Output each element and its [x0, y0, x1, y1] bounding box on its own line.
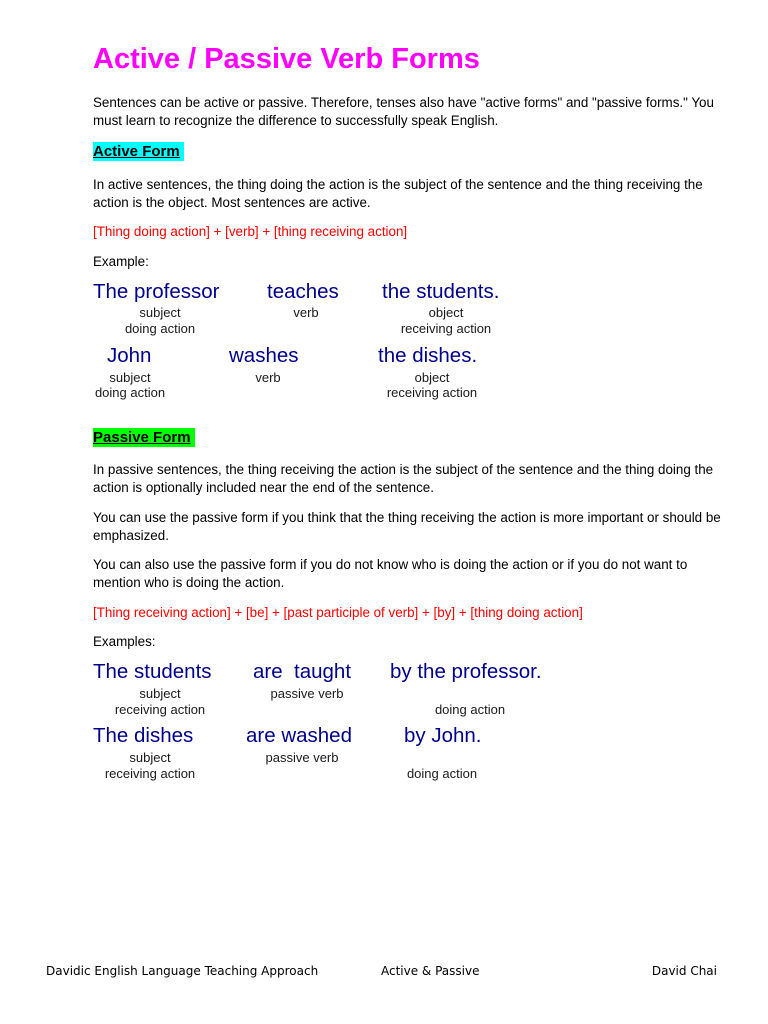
- active-form-heading: Active Form: [93, 142, 184, 161]
- passive-formula: [Thing receiving action] + [be] + [past participle of verb] + [by] + [thing doing action]: [93, 605, 583, 620]
- page-title: Active / Passive Verb Forms: [93, 43, 480, 75]
- passive-ex1-verb: are taught: [253, 660, 352, 683]
- intro-paragraph: Sentences can be active or passive. Therefore, tenses also have "active forms" and "passive forms." You must learn to recognize the difference to successfully speak English.: [93, 95, 714, 128]
- passive-ex2-subject-label: subject: [129, 750, 171, 765]
- passive-example-label: Examples:: [93, 634, 156, 649]
- active-ex2-object-role: receiving action: [386, 385, 478, 400]
- passive-ex2-verb-label: passive verb: [265, 750, 339, 765]
- passive-ex1-subject: The students: [93, 660, 212, 683]
- active-ex1-object-role: receiving action: [400, 321, 492, 336]
- passive-ex2-verb: are washed: [246, 724, 352, 747]
- active-ex2-subject-role: doing action: [94, 385, 166, 400]
- footer-center: Active & Passive: [381, 964, 480, 978]
- active-ex1-subject-label: subject: [139, 305, 181, 320]
- active-ex1-object-label: object: [428, 305, 464, 320]
- active-ex1-verb: teaches: [267, 280, 339, 303]
- active-ex2-object: the dishes.: [378, 344, 478, 367]
- passive-paragraph-2: You can use the passive form if you think that the thing receiving the action is more important or should be emphasized.: [93, 510, 721, 543]
- active-ex2-verb: washes: [229, 344, 299, 367]
- passive-ex2-subject: The dishes: [93, 724, 194, 747]
- active-ex2-object-label: object: [414, 370, 450, 385]
- footer-right: David Chai: [651, 964, 717, 978]
- passive-ex1-subject-label: subject: [139, 686, 181, 701]
- active-ex2-subject: John: [107, 344, 152, 367]
- active-formula: [Thing doing action] + [verb] + [thing receiving action]: [93, 224, 408, 239]
- active-ex1-subject-role: doing action: [124, 321, 196, 336]
- passive-ex1-subject-role: receiving action: [114, 702, 206, 717]
- passive-description: In passive sentences, the thing receiving the action is the subject of the sentence and the thing doing the action is optionally included near the end of the sentence.: [93, 462, 714, 495]
- active-ex2-verb-label: verb: [255, 370, 281, 385]
- passive-ex2-subject-role: receiving action: [104, 766, 196, 781]
- passive-paragraph-3: You can also use the passive form if you do not know who is doing the action or if you do not want to mention who is doing the action.: [93, 557, 688, 590]
- passive-form-heading: Passive Form: [93, 428, 195, 447]
- active-description: In active sentences, the thing doing the action is the subject of the sentence and the thing receiving the action is the object. Most sentences are active.: [93, 177, 703, 210]
- passive-ex2-agent: by John.: [404, 724, 482, 747]
- passive-ex1-agent: by the professor.: [390, 660, 542, 683]
- passive-ex1-verb-label: passive verb: [270, 686, 344, 701]
- active-ex1-subject: The professor: [93, 280, 220, 303]
- active-ex1-verb-label: verb: [293, 305, 319, 320]
- passive-ex1-agent-role: doing action: [434, 702, 506, 717]
- active-ex2-subject-label: subject: [109, 370, 151, 385]
- active-example-label: Example:: [93, 254, 149, 269]
- passive-ex2-agent-role: doing action: [406, 766, 478, 781]
- active-ex1-object: the students.: [382, 280, 500, 303]
- footer-left: Davidic English Language Teaching Approach: [46, 964, 319, 978]
